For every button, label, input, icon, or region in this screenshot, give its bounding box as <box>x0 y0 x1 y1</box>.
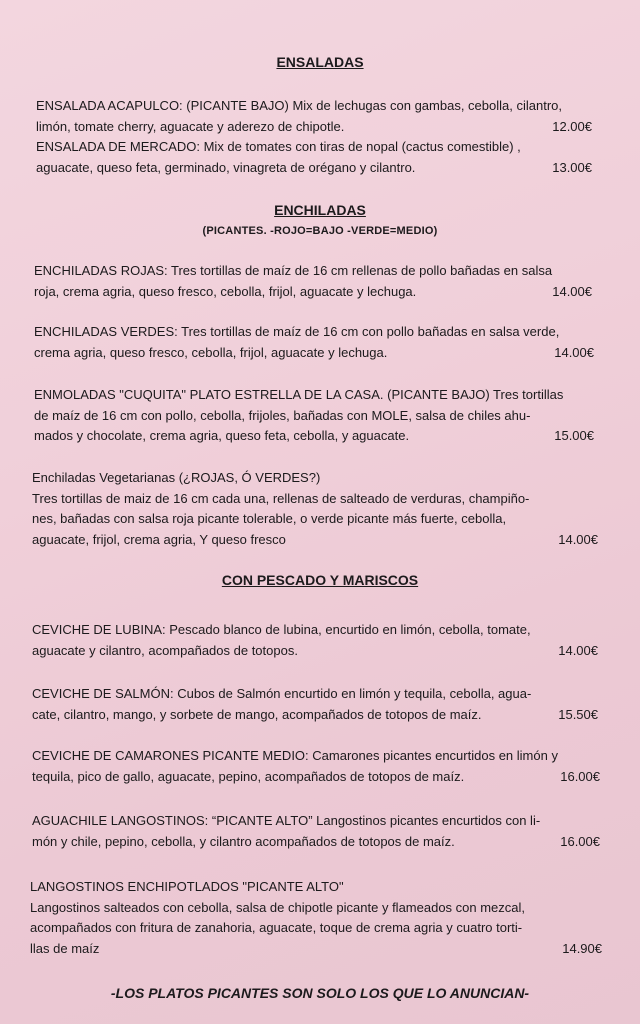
menu-item-enchiladas-verdes <box>34 322 594 363</box>
item-line: món y chile, pepino, cebolla, y cilantro acompañados de totopos de maíz. 16.00€ <box>32 832 600 853</box>
item-line: LANGOSTINOS ENCHIPOTLADOS "PICANTE ALTO" <box>30 879 344 894</box>
item-line: cate, cilantro, mango, y sorbete de mango, acompañados de totopos de maíz. 15.50€ <box>32 705 598 726</box>
item-line: Tres tortillas de maiz de 16 cm cada una, rellenas de salteado de verduras, champiño- <box>32 490 530 506</box>
item-price: 13.00€ <box>552 159 592 175</box>
item-line: CEVICHE DE LUBINA: Pescado blanco de lubina, encurtido en limón, cebolla, tomate, <box>32 622 531 637</box>
item-line: AGUACHILE LANGOSTINOS: “PICANTE ALTO” Langostinos picantes encurtidos con li- <box>32 813 541 828</box>
item-price: 14.00€ <box>558 642 598 658</box>
section-title-pescado-mariscos: CON PESCADO Y MARISCOS <box>221 572 419 588</box>
menu-item-langostinos-enchipotlados <box>30 877 602 959</box>
spice-legend-note: (PICANTES. -ROJO=BAJO -VERDE=MEDIO) <box>202 225 438 237</box>
item-line: limón, tomate cherry, aguacate y aderezo de chipotle. 12.00€ <box>36 117 592 138</box>
item-price: 15.00€ <box>554 428 594 443</box>
spicy-disclaimer-footer: -LOS PLATOS PICANTES SON SOLO LOS QUE LO ANUNCIAN- <box>110 985 530 1001</box>
item-price: 16.00€ <box>560 833 600 849</box>
item-price: 12.00€ <box>552 118 592 134</box>
item-line: ENMOLADAS "CUQUITA" PLATO ESTRELLA DE LA CASA. (PICANTE BAJO) Tres tortillas <box>34 387 564 402</box>
item-price: 14.00€ <box>554 344 594 360</box>
item-price: 14.00€ <box>558 531 598 547</box>
section-title-ensaladas: ENSALADAS <box>276 54 364 70</box>
item-price: 14.00€ <box>552 283 592 299</box>
item-line: mados y chocolate, crema agria, queso feta, cebolla, y aguacate. 15.00€ <box>34 426 594 447</box>
menu-item-ensalada-acapulco <box>36 96 592 137</box>
item-line: ENCHILADAS VERDES: Tres tortillas de maíz de 16 cm con pollo bañadas en salsa verde, <box>34 324 560 339</box>
item-line: llas de maíz 14.90€ <box>30 939 602 960</box>
menu-item-ceviche-camarones <box>32 746 600 787</box>
item-line: Enchiladas Vegetarianas (¿ROJAS, Ó VERDES?) <box>32 470 321 485</box>
item-line: acompañados con fritura de zanahoria, aguacate, toque de crema agria y cuatro torti- <box>30 920 523 935</box>
item-price: 16.00€ <box>560 768 600 784</box>
item-line: aguacate, queso feta, germinado, vinagreta de orégano y cilantro. 13.00€ <box>36 158 592 179</box>
item-line: roja, crema agria, queso fresco, cebolla, frijol, aguacate y lechuga. 14.00€ <box>34 282 592 303</box>
item-line: CEVICHE DE SALMÓN: Cubos de Salmón encurtido en limón y tequila, cebolla, agua- <box>32 686 532 701</box>
menu-item-aguachile-langostinos <box>32 811 600 852</box>
item-line: Langostinos salteados con cebolla, salsa de chipotle picante y flameados con mezcal, <box>30 899 526 915</box>
menu-item-enchiladas-rojas <box>34 261 592 302</box>
item-line: tequila, pico de gallo, aguacate, pepino, acompañados de totopos de maíz. 16.00€ <box>32 767 600 788</box>
item-line: ENSALADA ACAPULCO: (PICANTE BAJO) Mix de lechugas con gambas, cebolla, cilantro, <box>36 98 562 113</box>
item-line: ENSALADA DE MERCADO: Mix de tomates con tiras de nopal (cactus comestible) , <box>36 139 521 154</box>
menu-item-enmoladas-cuquita <box>34 385 594 447</box>
item-line: ENCHILADAS ROJAS: Tres tortillas de maíz de 16 cm rellenas de pollo bañadas en salsa <box>34 263 553 278</box>
item-line: aguacate y cilantro, acompañados de totopos. 14.00€ <box>32 641 598 662</box>
menu-item-enchiladas-vegetarianas <box>32 468 598 550</box>
item-price: 14.90€ <box>562 940 602 956</box>
section-title-enchiladas: ENCHILADAS <box>274 202 366 218</box>
item-line: CEVICHE DE CAMARONES PICANTE MEDIO: Camarones picantes encurtidos en limón y <box>32 748 558 763</box>
item-line: nes, bañadas con salsa roja picante tolerable, o verde picante más fuerte, cebolla, <box>32 511 507 526</box>
menu-item-ensalada-mercado <box>36 137 592 178</box>
item-line: de maíz de 16 cm con pollo, cebolla, frijoles, bañadas con MOLE, salsa de chiles ahu- <box>34 407 531 423</box>
item-line: aguacate, frijol, crema agria, Y queso fresco 14.00€ <box>32 530 598 551</box>
item-line: crema agria, queso fresco, cebolla, frijol, aguacate y lechuga. 14.00€ <box>34 343 594 364</box>
menu-item-ceviche-salmon <box>32 684 598 725</box>
menu-item-ceviche-lubina <box>32 620 598 661</box>
item-price: 15.50€ <box>558 706 598 722</box>
